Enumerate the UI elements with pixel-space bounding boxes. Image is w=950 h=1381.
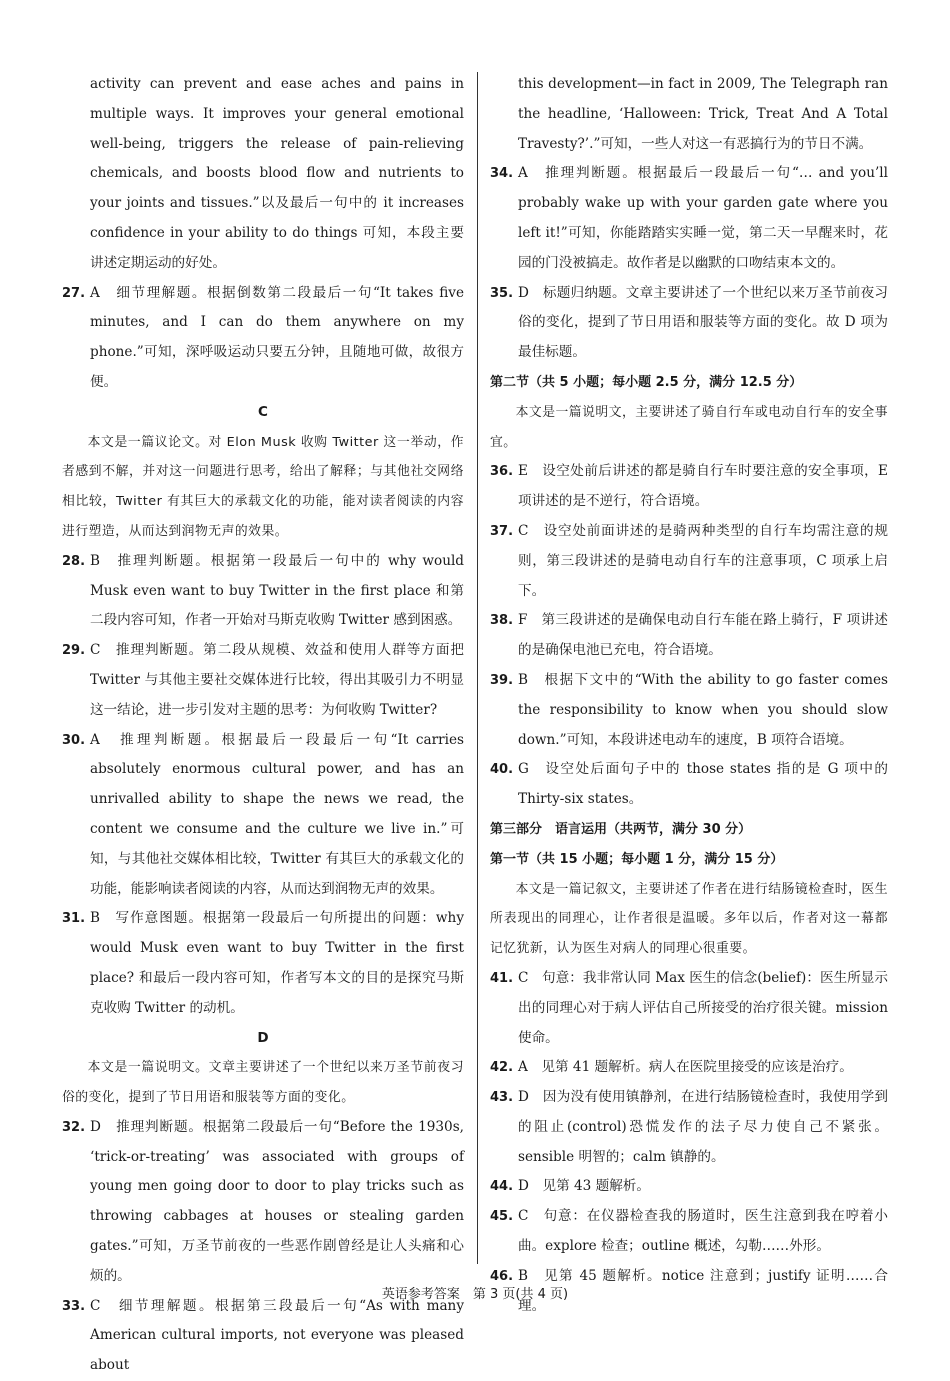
question-number: 39.: [490, 672, 514, 688]
question-number: 28.: [62, 553, 86, 569]
page-footer: 英语参考答案 第 3 页(共 4 页): [381, 1287, 569, 1302]
answer-item: [62, 1292, 464, 1381]
section-heading: 第一节（共 15 小题；每小题 1 分，满分 15 分）: [490, 851, 784, 867]
column-divider: [477, 72, 478, 1264]
answer-continuation: this development—in fact in 2009, The Telegraph ran the headline, ‘Halloween: Trick, Treat And A Total Travesty?’.”可知，一些人对这一有恶搞行为的节日不满。: [518, 76, 888, 152]
part-heading: 第三部分 语言运用（共两节，满分 30 分）: [490, 821, 752, 837]
answer-item: [490, 517, 888, 606]
passage-intro: 本文是一篇说明文。文章主要讲述了一个世纪以来万圣节前夜习俗的变化，提到了节日用语和服装等方面的变化。: [62, 1060, 464, 1106]
answer-text: D 标题归纳题。文章主要讲述了一个世纪以来万圣节前夜习俗的变化，提到了节日用语和服装等方面的变化。故 D 项为最佳标题。: [518, 284, 888, 361]
question-number: 46.: [490, 1268, 514, 1284]
answer-text: B 见第 45 题解析。notice 注意到；justify 证明……合理。: [518, 1267, 888, 1314]
passage-intro: 本文是一篇说明文，主要讲述了骑自行车或电动自行车的安全事宜。: [490, 404, 888, 450]
question-number: 44.: [490, 1179, 514, 1195]
answer-item: [62, 279, 464, 398]
answer-item: [490, 755, 888, 815]
passage-intro: 本文是一篇议论文。对 Elon Musk 收购 Twitter 这一举动，作者感到不解，并对这一问题进行思考，给出了解释；与其他社交网络相比较，Twitter 有其巨大的承载文化的功能，能对读者阅读的内容进行塑造，从而达到润物无声的效果。: [62, 434, 464, 539]
question-number: 33.: [62, 1298, 86, 1314]
answer-text: C 句意：在仪器检查我的肠道时，医生注意到我在哼着小曲。explore 检查；outline 概述，勾勒……外形。: [518, 1208, 888, 1255]
question-number: 42.: [490, 1060, 514, 1076]
answer-item: [62, 636, 464, 725]
answer-item: [490, 1172, 888, 1202]
question-number: 43.: [490, 1090, 514, 1106]
answer-continuation: activity can prevent and ease aches and pains in multiple ways. It improves your general emotional well-being, triggers the release of pain-relieving chemicals, and boosts blood flow and nutrients to your joints and tissues.”以及最后一句中的 it increases confidence in your ability to do things 可知，本段主要讲述定期运动的好处。: [90, 76, 464, 271]
question-number: 32.: [62, 1119, 86, 1135]
question-number: 41.: [490, 970, 514, 986]
question-number: 37.: [490, 523, 514, 539]
question-number: 38.: [490, 613, 514, 629]
question-number: 27.: [62, 285, 86, 301]
answer-text: C 推理判断题。第二段从规模、效益和使用人群等方面把 Twitter 与其他主要社交媒体进行比较，得出其吸引力不明显这一结论，进一步引发对主题的思考：为何收购 Twitter?: [90, 642, 464, 718]
question-number: 45.: [490, 1209, 514, 1225]
answer-text: F 第三段讲述的是确保电动自行车能在路上骑行，F 项讲述的是确保电池已充电，符合语境。: [518, 612, 888, 659]
answer-text: D 因为没有使用镇静剂，在进行结肠镜检查时，我使用学到的阻止(control)恐慌发作的法子尽力使自己不紧张。sensible 明智的；calm 镇静的。: [518, 1089, 888, 1165]
question-number: 31.: [62, 911, 86, 927]
passage-intro: 本文是一篇记叙文，主要讲述了作者在进行结肠镜检查时，医生所表现出的同理心，让作者很是温暖。多年以后，作者对这一幕都记忆犹新，认为医生对病人的同理心很重要。: [490, 881, 888, 957]
answer-item: [490, 457, 888, 517]
answer-text: C 句意：我非常认同 Max 医生的信念(belief)：医生所显示出的同理心对于病人评估自己所接受的治疗很关键。mission 使命。: [518, 969, 888, 1046]
section-heading: 第二节（共 5 小题；每小题 2.5 分，满分 12.5 分）: [490, 374, 803, 390]
answer-text: C 设空处前面讲述的是骑两种类型的自行车均需注意的规则，第三段讲述的是骑电动自行车的注意事项，C 项承上启下。: [518, 522, 888, 599]
answer-text: D 见第 43 题解析。: [518, 1178, 650, 1195]
answer-item: [62, 1113, 464, 1292]
answer-item: [490, 606, 888, 666]
right-column: [490, 70, 888, 1321]
answer-item: [490, 1202, 888, 1262]
question-number: 34.: [490, 166, 514, 182]
answer-item: [62, 547, 464, 636]
question-number: 35.: [490, 285, 514, 301]
answer-item: [490, 666, 888, 755]
answer-item: [490, 159, 888, 278]
answer-text: B 推理判断题。根据第一段最后一句中的 why would Musk even want to buy Twitter in the first place 和第二段内容可知，作者一开始对马斯克收购 Twitter 感到困惑。: [90, 552, 464, 629]
answer-item: [62, 726, 464, 905]
answer-text: A 见第 41 题解析。病人在医院里接受的应该是治疗。: [518, 1059, 853, 1076]
answer-item: [490, 1053, 888, 1083]
question-number: 30.: [62, 732, 86, 748]
answer-item: [490, 964, 888, 1053]
question-number: 36.: [490, 464, 514, 480]
passage-heading: D: [257, 1029, 269, 1046]
answer-text: A 推理判断题。根据最后一段最后一句“It carries absolutely enormous cultural power, and has an unrivalled ability to shape the news we read, the content we consume and the culture we live in.”可知，与其他社交媒体相比较，Twitter 有其巨大的承载文化的功能，能影响读者阅读的内容，从而达到润物无声的效果。: [90, 731, 464, 897]
answer-text: B 根据下文中的“With the ability to go faster comes the responsibility to know when you should slow down.”可知，本段讲述电动车的速度，B 项符合语境。: [518, 671, 888, 748]
answer-text: B 写作意图题。根据第一段最后一句所提出的问题：why would Musk even want to buy Twitter in the first place? 和最后一段内容可知，作者写本文的目的是探究马斯克收购 Twitter 的动机。: [90, 910, 464, 1016]
answer-item: [490, 1083, 888, 1172]
answer-text: A 推理判断题。根据最后一段最后一句“… and you’ll probably wake up with your garden gate where you left it!”可知，你能踏踏实实睡一觉，第二天一早醒来时，花园的门没被搞走。故作者是以幽默的口吻结束本文的。: [518, 165, 888, 271]
answer-text: E 设空处前后讲述的都是骑自行车时要注意的安全事项，E 项讲述的是不逆行，符合语境。: [518, 463, 888, 510]
answer-text: D 推理判断题。根据第二段最后一句“Before the 1930s, ‘trick-or-treating’ was associated with groups of young men going door to door to play tricks such as throwing cabbages at houses or stealing garden gates.”可知，万圣节前夜的一些恶作剧曾经是让人头痛和心烦的。: [90, 1118, 464, 1284]
answer-item: [490, 279, 888, 368]
answer-text: A 细节理解题。根据倒数第二段最后一句“It takes five minutes, and I can do them anywhere on my phone.”可知，深呼吸运动只要五分钟，且随地可做，故很方便。: [90, 284, 464, 390]
question-number: 29.: [62, 643, 86, 659]
answer-item: [62, 904, 464, 1023]
answer-text: G 设空处后面句子中的 those states 指的是 G 项中的 Thirty-six states。: [518, 761, 888, 808]
left-column: [62, 70, 464, 1381]
question-number: 40.: [490, 762, 514, 778]
answer-text: C 细节理解题。根据第三段最后一句“As with many American cultural imports, not everyone was pleased about: [90, 1297, 464, 1374]
passage-heading: C: [258, 403, 268, 420]
